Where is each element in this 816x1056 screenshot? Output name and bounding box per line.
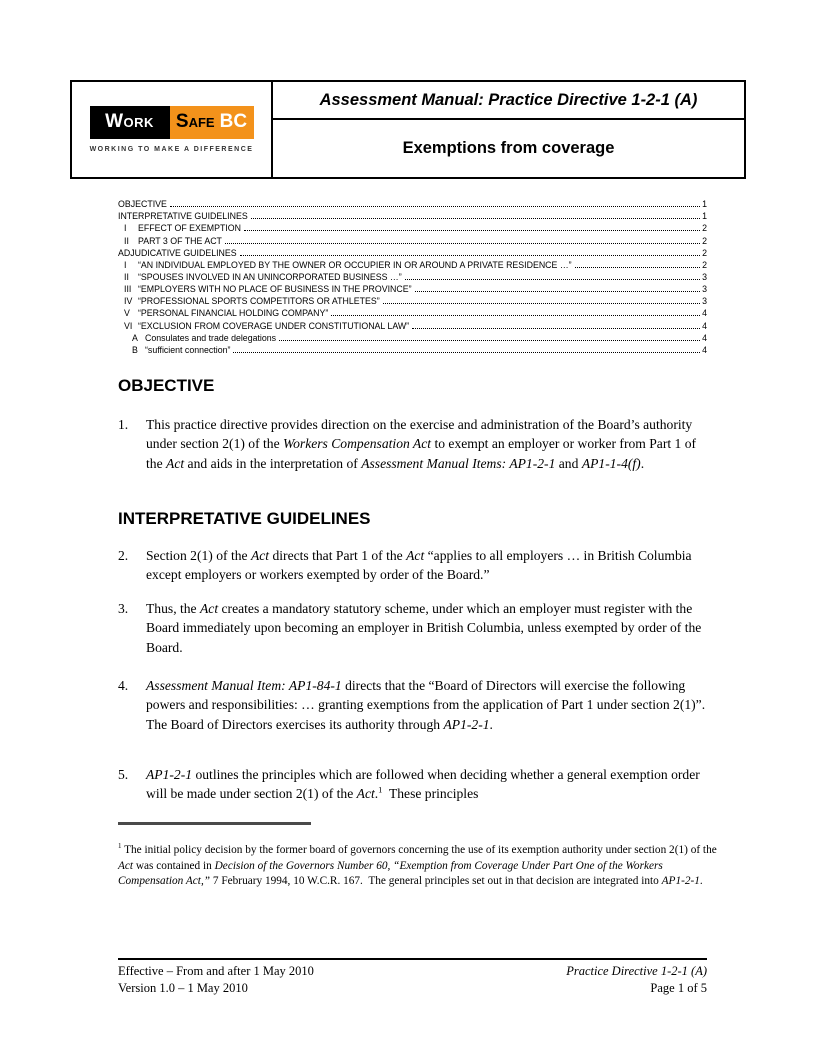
toc-entry-label: Consulates and trade delegations [145,332,277,343]
toc-entry-label: “AN INDIVIDUAL EMPLOYED BY THE OWNER OR OCCUPIER IN OR AROUND A PRIVATE RESIDENCE …” [138,259,572,270]
toc-page-number: 3 [702,271,707,282]
toc-entry-label: “PERSONAL FINANCIAL HOLDING COMPANY” [138,308,329,319]
paragraph-number: 5. [118,767,129,782]
paragraph-text: Thus, the Act creates a mandatory statutory scheme, under which an employer must register with the Board immediately upon becoming an employer in British Columbia, unless exempted by order of the Board. [146,601,705,655]
logo-safe-bc-block [170,106,254,139]
footer-page-number: Page 1 of 5 [650,980,707,995]
logo-work-text: Work [90,106,170,139]
toc-entry-label: “sufficient connection” [145,344,231,355]
toc-page-number: 3 [702,296,707,307]
toc-entry [118,246,707,258]
footer-right-block [566,963,707,996]
header-title-cells [273,82,744,177]
toc-leader-dots [170,206,700,207]
paragraph-4 [118,676,712,734]
toc-entry-label: “PROFESSIONAL SPORTS COMPETITORS OR ATHLETES” [138,296,380,307]
toc-entry-number: II [124,271,129,282]
logo-bc-text: BC [219,110,248,132]
toc-leader-dots [240,255,700,256]
toc-entry-label: “SPOUSES INVOLVED IN AN UNINCORPORATED BUSINESS …” [138,271,402,282]
toc-leader-dots [412,328,700,329]
table-of-contents [118,197,707,355]
toc-page-number: 2 [702,259,707,270]
toc-page-number: 1 [702,199,707,210]
toc-entry-number: I [124,259,127,270]
toc-entry [118,318,707,330]
toc-leader-dots [244,230,700,231]
toc-page-number: 3 [702,284,707,295]
header-table [70,80,746,179]
footnote-separator [118,822,311,825]
footer-directive-reference: Practice Directive 1-2-1 (A) [566,964,707,978]
toc-entry [118,331,707,343]
toc-entry-number: VI [124,320,133,331]
toc-leader-dots [233,352,700,353]
footer-left-block [118,963,314,996]
header-logo-cell [72,82,273,177]
toc-leader-dots [405,279,700,280]
toc-leader-dots [225,243,700,244]
toc-entry [118,258,707,270]
toc-page-number: 4 [702,308,707,319]
toc-entry-label: PART 3 OF THE ACT [138,235,222,246]
toc-leader-dots [279,340,700,341]
toc-page-number: 2 [702,235,707,246]
toc-entry [118,221,707,233]
toc-leader-dots [251,218,700,219]
toc-leader-dots [331,315,700,316]
paragraph-number: 1. [118,417,129,432]
logo-safe-text: Safe [175,110,215,132]
toc-entry [118,233,707,245]
section-heading-objective: OBJECTIVE [118,376,215,395]
toc-page-number: 4 [702,332,707,343]
toc-entry-number: III [124,284,132,295]
footer-effective-date: Effective – From and after 1 May 2010 [118,964,314,978]
toc-entry [118,197,707,209]
toc-entry-number: I [124,223,127,234]
toc-entry [118,294,707,306]
toc-entry-number: A [132,332,138,343]
toc-entry [118,270,707,282]
toc-leader-dots [383,303,700,304]
paragraph-text: Section 2(1) of the Act directs that Part 1 of the Act “applies to all employers … in British Columbia except employers or workers exempted by order of the Board.” [146,548,695,583]
toc-leader-dots [415,291,701,292]
worksafebc-logo [90,106,254,139]
paragraph-3 [118,599,712,657]
toc-entry-number: B [132,344,138,355]
paragraph-1 [118,415,712,473]
toc-entry-label: OBJECTIVE [118,199,167,210]
logo-tagline: WORKING TO MAKE A DIFFERENCE [89,146,254,153]
toc-page-number: 4 [702,320,707,331]
footnote-1: $^1$ The initial policy decision by the former board of governors concerning the use of its exemption authority under section 2(1) of the Act was contained in Decision of the Governors Number 60, “Exemption from Coverage Under Part One of the Workers Compensation Act,” 7 February 1994, 10 W.C.R. 167. The general principles set out in that decision are integrated into AP1-2-1. [118,842,720,888]
toc-entry-label: INTERPRETATIVE GUIDELINES [118,211,248,222]
paragraph-number: 2. [118,548,129,563]
header-subtitle: Exemptions from coverage [402,139,615,157]
paragraph-number: 4. [118,678,129,693]
toc-entry [118,306,707,318]
toc-entry-label: “EMPLOYERS WITH NO PLACE OF BUSINESS IN THE PROVINCE” [138,284,412,295]
toc-page-number: 4 [702,344,707,355]
toc-entry [118,209,707,221]
toc-page-number: 2 [702,247,707,258]
paragraph-text: AP1-2-1 outlines the principles which are followed when deciding whether a general exemption order will be made under section 2(1) of the Act.$^1$ These principles [146,767,704,802]
section-heading-interpretative-guidelines: INTERPRETATIVE GUIDELINES [118,509,371,528]
paragraph-text: This practice directive provides direction on the exercise and administration of the Board’s authority under section 2(1) of the Workers Compensation Act to exempt an employer or worker from Part 1 of the Act and aids in the interpretation of Assessment Manual Items: AP1-2-1 and AP1-1-4(f). [146,417,700,471]
toc-leader-dots [575,267,701,268]
footer-rule [118,958,707,960]
paragraph-number: 3. [118,601,129,616]
toc-entry [118,343,707,355]
page-footer [118,963,707,996]
toc-entry-label: “EXCLUSION FROM COVERAGE UNDER CONSTITUTIONAL LAW” [138,320,410,331]
toc-entry [118,282,707,294]
toc-entry-number: V [124,308,130,319]
toc-page-number: 2 [702,223,707,234]
paragraph-5 [118,765,712,804]
paragraph-2 [118,546,712,585]
toc-entry-number: IV [124,296,133,307]
toc-entry-number: II [124,235,129,246]
header-title: Assessment Manual: Practice Directive 1-2-1 (A) [273,82,744,120]
footer-version: Version 1.0 – 1 May 2010 [118,980,248,995]
toc-page-number: 1 [702,211,707,222]
paragraph-text: Assessment Manual Item: AP1-84-1 directs that the “Board of Directors will exercise the following powers and responsibilities: … granting exemptions from the application of Part 1 under section 2(1)”. The Board of Directors exercises its authority through AP1-2-1. [146,678,712,732]
toc-entry-label: ADJUDICATIVE GUIDELINES [118,247,237,258]
toc-entry-label: EFFECT OF EXEMPTION [138,223,241,234]
